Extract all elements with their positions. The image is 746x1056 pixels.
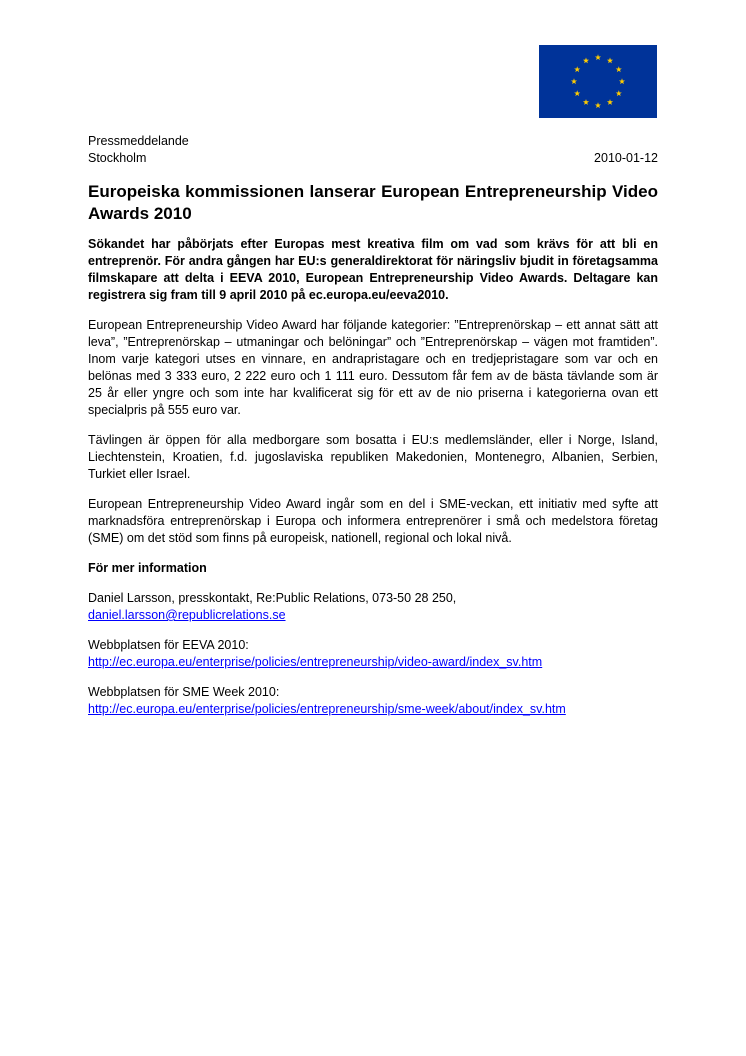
body-paragraph-sme-week: European Entrepreneurship Video Award ingår som en del i SME-veckan, ett initiativ med syfte att marknadsföra entreprenörskap i Europa och informera entreprenörer i små och medelstora företag (SME) om det stöd som finns på europeisk, nationell, regional och lokal nivå. <box>88 497 658 545</box>
more-info-heading: För mer information <box>88 561 207 575</box>
eeva-website-block <box>88 637 658 671</box>
eeva-website-link[interactable]: http://ec.europa.eu/enterprise/policies/entrepreneurship/video-award/index_sv.htm <box>88 655 543 669</box>
eeva-website-label: Webbplatsen för EEVA 2010: <box>88 638 249 652</box>
body-paragraph-eligibility: Tävlingen är öppen för alla medborgare som bosatta i EU:s medlemsländer, eller i Norge, Island, Liechtenstein, Kroatien, f.d. jugoslaviska republiken Makedonien, Montenegro, Albanien, Serbien, Turkiet eller Israel. <box>88 433 658 481</box>
press-release <box>88 133 658 718</box>
location-date-row <box>88 150 658 167</box>
location: Stockholm <box>88 151 147 165</box>
lead-paragraph: Sökandet har påbörjats efter Europas mest kreativa film om vad som krävs för att bli en entreprenör. För andra gången har EU:s generaldirektorat för näringsliv bjudit in företagsamma filmskapare att delta i EEVA 2010, European Entrepreneurship Video Awards. Deltagare kan registrera sig fram till 9 april 2010 på ec.europa.eu/eeva2010. <box>88 237 658 302</box>
contact-block <box>88 590 658 624</box>
page-title: Europeiska kommissionen lanserar European Entrepreneurship Video Awards 2010 <box>88 182 658 223</box>
sme-website-label: Webbplatsen för SME Week 2010: <box>88 685 280 699</box>
date: 2010-01-12 <box>594 151 658 165</box>
body-paragraph-categories: European Entrepreneurship Video Award har följande kategorier: ”Entreprenörskap – ett annat sätt att leva”, ”Entreprenörskap – utmaningar och belöningar” och ”Entreprenörskap – vägen mot framtiden”. Inom varje kategori utses en vinnare, en andrapristagare och en tredjepristagare som var och en belönas med 3 333 euro, 2 222 euro och 1 111 euro. Dessutom får fem av de bästa tävlande som är 25 år eller yngre och som inte har kvalificerat sig för ett av de nio priserna i kategorierna ovan ett specialpris på 555 euro var. <box>88 318 658 417</box>
contact-text: Daniel Larsson, presskontakt, Re:Public Relations, 073-50 28 250, <box>88 591 457 605</box>
sme-website-block <box>88 684 658 718</box>
contact-email-link[interactable]: daniel.larsson@republicrelations.se <box>88 608 286 622</box>
sme-website-link[interactable]: http://ec.europa.eu/enterprise/policies/entrepreneurship/sme-week/about/index_sv.htm <box>88 702 566 716</box>
eu-flag-logo <box>539 45 657 118</box>
eu-flag-icon <box>539 45 657 118</box>
doc-type: Pressmeddelande <box>88 134 189 148</box>
